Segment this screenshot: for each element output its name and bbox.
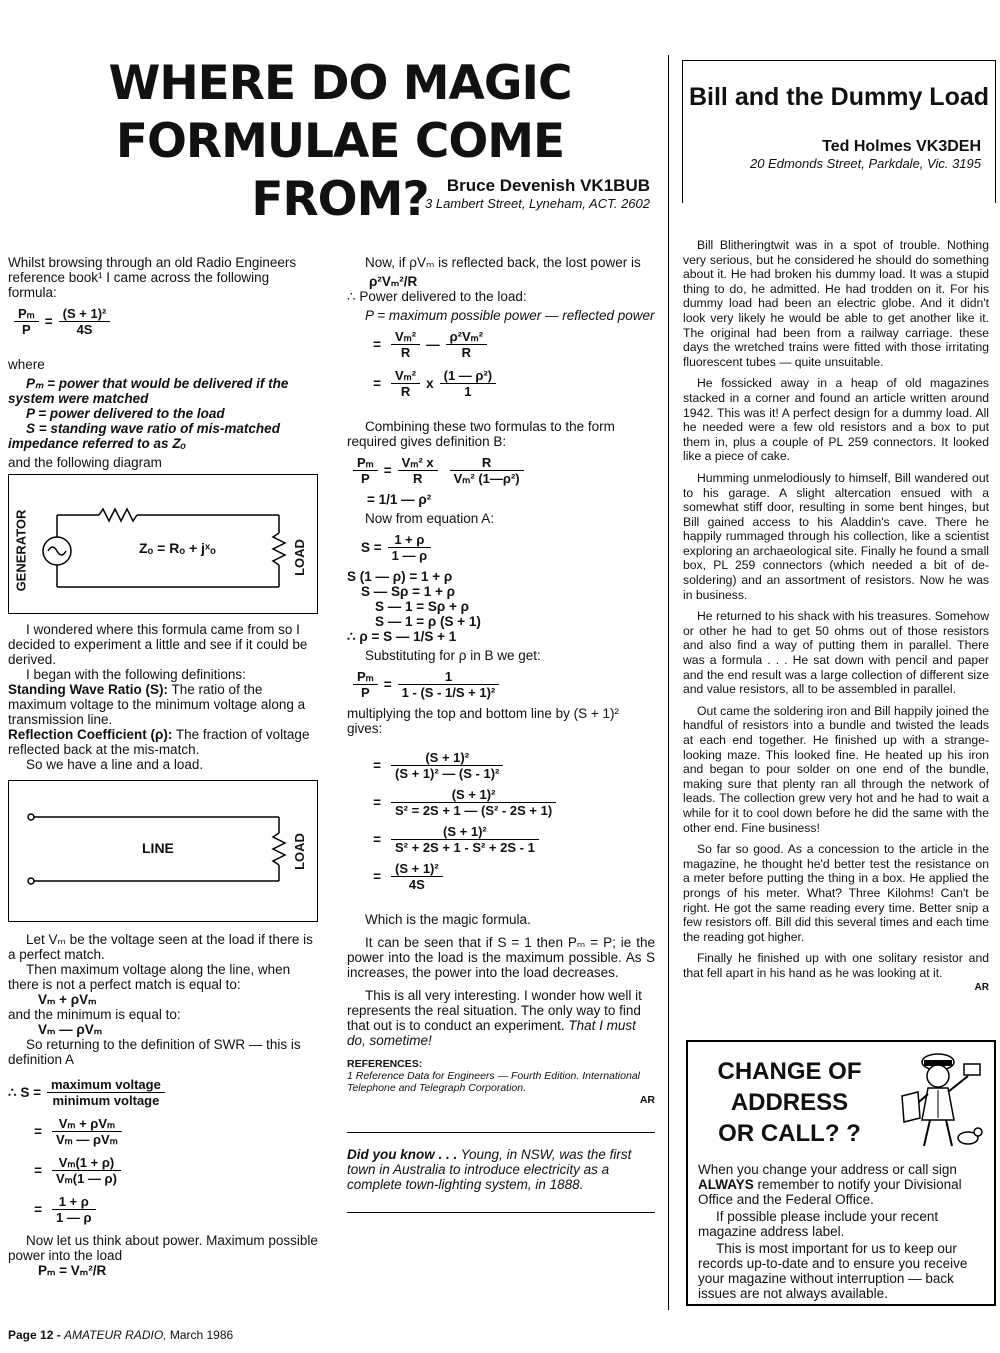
algebra-steps (347, 569, 655, 644)
formula-1 (8, 304, 318, 339)
generator-label-wrap (11, 500, 31, 600)
fraction (391, 824, 539, 855)
reference-1: 1 Reference Data for Engineers — Fourth Edition. International Telephone and Telegraph Corporation. (347, 1070, 640, 1094)
numerator: Vₘ² (391, 329, 420, 345)
magazine-name: AMATEUR RADIO, (64, 1328, 167, 1342)
where-label: where (8, 357, 45, 372)
equals-sign: = (34, 1202, 42, 1217)
algebra-step: S — 1 = ρ (S + 1) (375, 614, 481, 629)
generator-load-diagram (8, 474, 318, 614)
numerator: Vₘ(1 + ρ) (52, 1155, 121, 1171)
lost-power-eq: ρ²Vₘ²/R (369, 274, 418, 289)
fraction (353, 455, 378, 486)
let-paragraph: Let Vₘ be the voltage seen at the load if there is a perfect match. (8, 932, 313, 962)
denominator: R (400, 384, 411, 399)
fraction (391, 368, 420, 399)
did-you-know-text: Young, in NSW, was the first town in Australia to introduce electricity as a complete town-lighting system, in 1888. (347, 1147, 632, 1192)
power-eq-2 (347, 366, 655, 401)
article-byline (425, 176, 650, 212)
algebra-step: S (1 — ρ) = 1 + ρ (347, 569, 453, 584)
rc-term: Reflection Coefficient (ρ): (8, 727, 173, 742)
operator: — (426, 337, 440, 352)
seen-paragraph: It can be seen that if S = 1 then Pₘ = P; ie the power into the load is the maximum possible. As S increases, the power into the load decreases. (347, 935, 655, 980)
denominator: (S + 1)² — (S - 1)² (395, 766, 500, 781)
notice-text-always: ALWAYS (698, 1177, 754, 1192)
story-paragraph: Out came the soldering iron and Bill happily joined the handful of resistors into a bundle and twisted the leads at each end together. He finished up with a strange-looking maze. This looked fine. He heated up his iron and began to pour solder on one end of the bundle, making sure that plenty ran all through the network of leads. The collection grew very hot and he had to wait a while for it to cool down before he did the same with the other end. Fine business! (683, 703, 989, 835)
numerator: (S + 1)² (391, 750, 503, 766)
sidebar-ar-mark: AR (974, 981, 989, 993)
denominator: P (361, 471, 370, 486)
numerator: ρ²Vₘ² (446, 329, 487, 345)
references-heading: REFERENCES: (347, 1058, 423, 1070)
diagram-intro: and the following diagram (8, 455, 162, 470)
line-label: LINE (142, 840, 174, 856)
combining-paragraph: Combining these two formulas to the form required gives definition B: (347, 419, 615, 449)
line-paragraph: So we have a line and a load. (26, 757, 204, 772)
denominator: Vₘ(1 — ρ) (56, 1171, 117, 1186)
operator: x (426, 376, 434, 391)
denominator: R (400, 345, 411, 360)
numerator: 1 + ρ (52, 1194, 96, 1210)
fraction (391, 329, 420, 360)
then-paragraph: Then maximum voltage along the line, when there is not a perfect match is equal to: (8, 962, 291, 992)
page-number: Page 12 - (8, 1328, 65, 1342)
fraction (14, 306, 39, 337)
definition-p: P = power delivered to the load (26, 406, 225, 421)
numerator: (S + 1)² (391, 861, 443, 877)
swr-eq-2 (8, 1114, 318, 1149)
substituted-eq (347, 667, 655, 702)
algebra-step: S — Sρ = 1 + ρ (361, 584, 455, 599)
denominator: S² = 2S + 1 — (S² - 2S + 1) (395, 803, 553, 818)
numerator: (S + 1)² (59, 306, 111, 322)
eq-lhs: S = (361, 540, 382, 555)
numerator: (1 — ρ²) (440, 368, 496, 384)
equals-sign: = (373, 832, 381, 847)
intro-paragraph: Whilst browsing through an old Radio Engineers reference book¹ I came across the following formula: (8, 255, 297, 300)
equals-sign: = (373, 337, 381, 352)
mult-eq-4 (347, 859, 655, 894)
denominator: 4S (76, 322, 93, 337)
power-definition: P = maximum possible power — reflected power (365, 308, 655, 323)
equals-sign: = (383, 463, 392, 478)
numerator: 1 + ρ (388, 532, 432, 548)
postman-illustration (888, 1046, 988, 1154)
fraction (398, 669, 500, 700)
did-you-know (347, 1147, 655, 1192)
denominator: Vₘ² (1—ρ²) (453, 471, 520, 486)
multiplying-paragraph: multiplying the top and bottom line by (S + 1)² gives: (347, 706, 620, 736)
notice-paragraph-3: This is most important for us to keep our records up-to-date and to ensure you receive your magazine without interruption — back issues are not always available. (698, 1241, 968, 1301)
fraction (353, 669, 378, 700)
interesting-paragraph (347, 988, 655, 1048)
denominator: minimum voltage (52, 1093, 160, 1108)
divider (347, 1212, 655, 1213)
fraction (59, 306, 111, 337)
numerator: R (450, 455, 524, 471)
swr-eq-4 (8, 1192, 318, 1227)
denominator: 1 (464, 384, 472, 399)
denominator: S² + 2S + 1 - S² + 2S - 1 (395, 840, 535, 855)
story-paragraph: He fossicked away in a heap of old magazines stacked in a corner and found an article written around 1942. This was it! A perfect design for a dummy load. All he needed were a few old resistors and a box to put them in, plus a couple of PL 259 connectors. It looked like a piece of cake. (683, 376, 989, 464)
equals-sign: = (44, 314, 53, 329)
numerator: Pₘ (353, 669, 378, 685)
power-paragraph: Now let us think about power. Maximum possible power into the load (8, 1233, 318, 1263)
fraction (446, 329, 487, 360)
rc-text: The fraction of voltage reflected back at the mis-match. (8, 727, 310, 757)
sidebar-author: Ted Holmes VK3DEH (822, 138, 981, 155)
numerator: Vₘ² x (398, 455, 438, 471)
equation-a (347, 530, 655, 565)
sidebar-header-box (682, 60, 996, 203)
fraction (450, 455, 524, 486)
wondered-paragraph: I wondered where this formula came from so I decided to experiment a little and see if it could be derived. (8, 622, 308, 667)
began-paragraph: I began with the following definitions: (26, 667, 246, 682)
denominator: Vₘ — ρVₘ (56, 1132, 118, 1147)
mult-eq-3 (347, 822, 655, 857)
fraction (391, 861, 443, 892)
eq-lhs: ∴ S = (8, 1085, 41, 1100)
swr-term: Standing Wave Ratio (S): (8, 682, 169, 697)
did-you-know-lead: Did you know . . . (347, 1147, 458, 1162)
mult-eq-2 (347, 785, 655, 820)
swr-eq-3 (8, 1153, 318, 1188)
equals-sign: = (383, 677, 392, 692)
algebra-step: ∴ ρ = S — 1/S + 1 (347, 629, 457, 644)
denominator: 4S (408, 877, 425, 892)
equals-sign: = (373, 758, 381, 773)
story-paragraph: He returned to his shack with his treasures. Somehow or other he had to get 50 ohms out of those resistors and also find a way of putting them in parallel. There was a formula . . . He sat down with pencil and paper and the end result was a large collection of different size and value resistors, all to be assembled in parallel. (683, 609, 989, 697)
article-column-2 (347, 255, 655, 1213)
max-voltage-eq: Vₘ + ρVₘ (38, 992, 97, 1007)
denominator: R (461, 345, 472, 360)
references (347, 1058, 655, 1106)
fraction (388, 532, 432, 563)
notice-paragraph-1 (698, 1162, 984, 1207)
equals-sign: = (34, 1163, 42, 1178)
return-paragraph: So returning to the definition of SWR — this is definition A (8, 1037, 301, 1067)
equals-sign: = (373, 795, 381, 810)
column-divider (668, 55, 669, 1310)
numerator: (S + 1)² (391, 787, 556, 803)
numerator: maximum voltage (47, 1077, 165, 1093)
reflected-paragraph: Now, if ρVₘ is reflected back, the lost power is (365, 255, 641, 270)
equals-sign: = (373, 376, 381, 391)
title-line-2: FORMULAE COME FROM? (115, 114, 565, 227)
numerator: (S + 1)² (391, 824, 539, 840)
denominator: R (412, 471, 423, 486)
author-address: 3 Lambert Street, Lyneham, ACT. 2602 (425, 196, 650, 211)
fraction (52, 1116, 122, 1147)
notice-heading-line: ADDRESS (730, 1089, 849, 1116)
page-footer (8, 1328, 233, 1342)
definition-pm: Pₘ = power that would be delivered if the system were matched (8, 376, 289, 406)
notice-paragraph-2: If possible please include your recent magazine address label. (698, 1209, 939, 1239)
power-eq-1 (347, 327, 655, 362)
denominator: 1 — ρ (391, 548, 428, 563)
notice-heading-line: CHANGE OF (717, 1058, 862, 1085)
rc-definition (8, 727, 318, 757)
swr-definition (8, 682, 318, 727)
notice-text (698, 1162, 984, 1303)
equals-sign: = (34, 1124, 42, 1139)
impedance-equation: Zₒ = Rₒ + jˣₒ (139, 540, 216, 556)
notice-heading (702, 1056, 877, 1149)
denominator: 1 — ρ (56, 1210, 92, 1225)
notice-heading-line: OR CALL? ? (718, 1120, 861, 1147)
numerator: Vₘ² (391, 368, 420, 384)
load-label-2: LOAD (291, 832, 307, 870)
divider (347, 1132, 655, 1133)
definition-s: S = standing wave ratio of mis-matched impedance referred to as Zₒ (8, 421, 280, 451)
fraction (440, 368, 496, 399)
equation-a-paragraph: Now from equation A: (365, 511, 495, 526)
generator-label: GENERATOR (13, 509, 29, 591)
change-of-address-notice (686, 1040, 996, 1306)
story-paragraph: So far so good. As a concession to the article in the magazine, he thought he'd better test the resistance on a meter before putting the thing in a box. He applied the prongs of his meter. What? Three Kilohms! Can't be right. He got the same reading every time. Better snip a few resistors off. Bill did this several times and each time the reading got higher. (683, 842, 989, 944)
article-column-1 (8, 255, 318, 1278)
author-name: Bruce Devenish VK1BUB (446, 176, 650, 195)
denominator: 1 - (S - 1/S + 1)² (401, 685, 496, 700)
swr-text: The ratio of the maximum voltage to the minimum voltage along a transmission line. (8, 682, 306, 727)
load-label: LOAD (291, 538, 307, 576)
notice-text-a: When you change your address or call sign (698, 1162, 957, 1177)
min-paragraph: and the minimum is equal to: (8, 1007, 181, 1022)
load-label-wrap (289, 527, 309, 587)
sidebar-title: Bill and the Dummy Load (688, 83, 990, 111)
line-load-diagram (8, 780, 318, 922)
definition-b (347, 453, 655, 488)
fraction (391, 787, 556, 818)
min-voltage-eq: Vₘ — ρVₘ (38, 1022, 103, 1037)
fraction (47, 1077, 165, 1108)
story-paragraph: Bill Blitheringtwit was in a spot of trouble. Nothing very serious, but he considered he should do something about it. He had broken his dummy load. It was a stupid thing to do, he admitted. He had trodden on it. For his dummy load had been an electric globe. And it didn't look very likely he would be able to get another like it. The original had been from a railway carriage. these days the wretched trains were fitted with those irritating fluorescent tubes — quite unsuitable. (683, 238, 989, 369)
fraction (52, 1194, 96, 1225)
interesting-italic: That I must do, sometime! (347, 1018, 636, 1048)
denominator: P (361, 685, 370, 700)
delivered-paragraph: ∴ Power delivered to the load: (347, 289, 527, 304)
fraction (398, 455, 438, 486)
numerator: Vₘ + ρVₘ (52, 1116, 122, 1132)
issue-date: March 1986 (166, 1328, 234, 1342)
title-line-1: WHERE DO MAGIC (108, 56, 572, 111)
swr-eq-1 (8, 1075, 318, 1110)
numerator: 1 (398, 669, 500, 685)
story-paragraph: Humming unmelodiously to himself, Bill wandered out to his garage. A slight altercation ensued with a somewhat stiff door, resulting in some bent hinges, but Bill gained access to his Aladdin's cave. There he happily rummaged through his collection, like a scientist exploring an archaeological site. Finally he found a small box, PL 259 connectors (which needed a bit of de-soldering) and an assortment of resistors. Now he was in business. (683, 470, 989, 602)
numerator: Pₘ (353, 455, 378, 471)
mult-eq-1 (347, 748, 655, 783)
algebra-step: S — 1 = Sρ + ρ (375, 599, 469, 614)
interesting-text: This is all very interesting. I wonder how well it represents the real situation. The only way to find that out is to conduct an experiment. (347, 988, 642, 1033)
magic-paragraph: Which is the magic formula. (365, 912, 531, 927)
denominator: P (22, 322, 31, 337)
max-power-eq: Pₘ = Vₘ²/R (38, 1263, 107, 1278)
numerator: Pₘ (14, 306, 39, 322)
fraction (52, 1155, 121, 1186)
definition-b-simplified: = 1/1 — ρ² (367, 492, 432, 507)
story-paragraph: Finally he finished up with one solitary resistor and that fell apart in his hand as he was looking at it. (683, 951, 989, 980)
fraction (391, 750, 503, 781)
notice-text-c: remember to notify your Divisional Office and the Federal Office. (698, 1177, 962, 1207)
ar-mark: AR (639, 1094, 655, 1106)
load-label-wrap-2 (289, 821, 309, 881)
substituting-paragraph: Substituting for ρ in B we get: (365, 648, 541, 663)
sidebar-story (683, 238, 989, 995)
equals-sign: = (373, 869, 381, 884)
sidebar-address: 20 Edmonds Street, Parkdale, Vic. 3195 (749, 156, 981, 171)
